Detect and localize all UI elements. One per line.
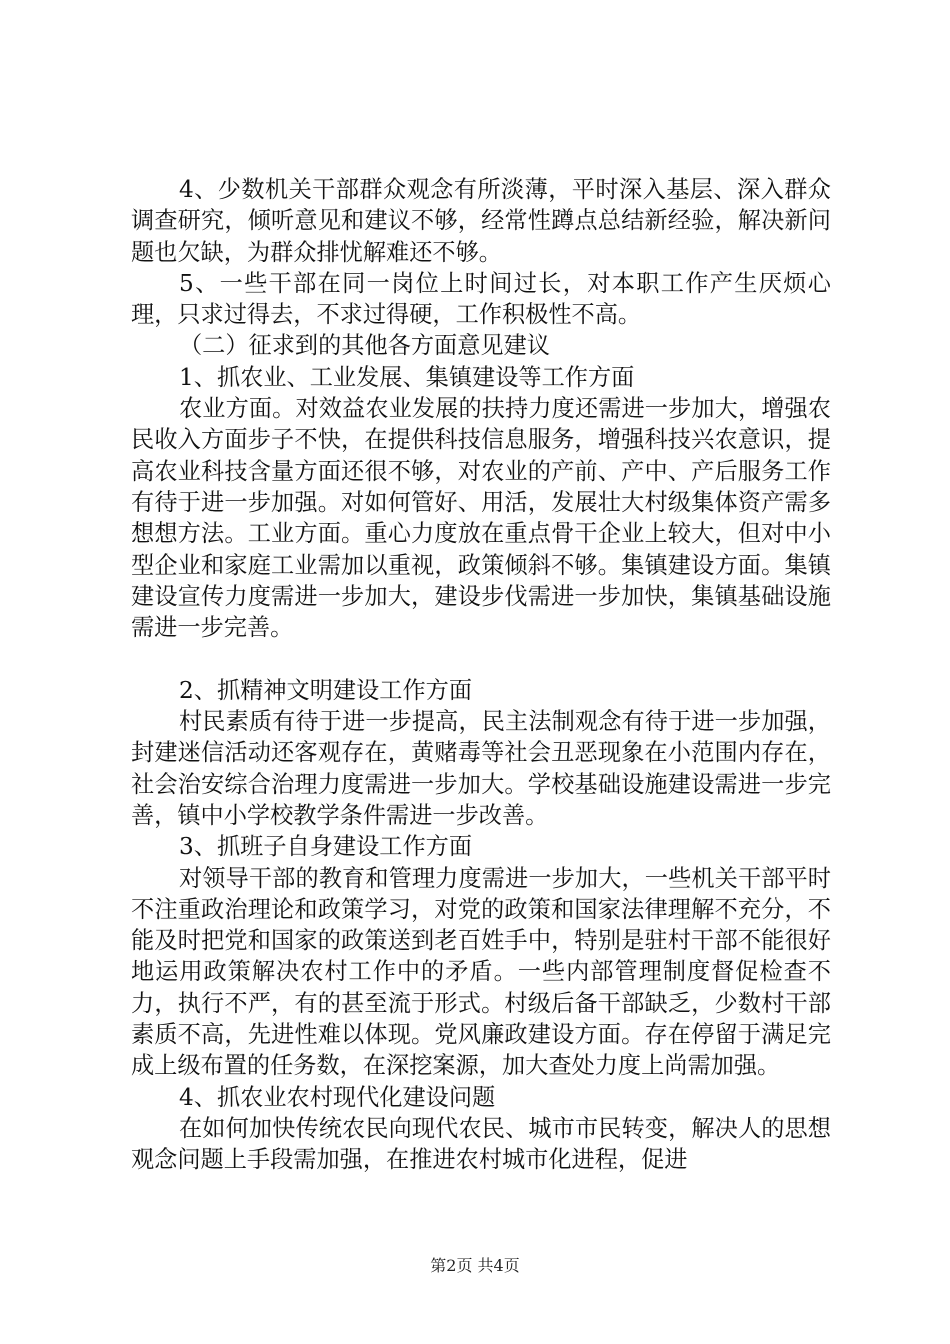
section-heading-other-opinions: （二）征求到的其他各方面意见建议 <box>179 332 550 360</box>
paragraph-team-building: 对领导干部的教育和管理力度需进一步加大，一些机关干部平时不注重政治理论和政策学习，对党的政策和国家法律理解不充分，不能及时把党和国家的政策送到老百姓手中，特别是驻村干部不能很好地运用政策解决农村工作中的矛盾。一些内部管理制度督促检查不力，执行不严，有的甚至流于形式。村级后备干部缺乏，少数村干部素质不高，先进性难以体现。党风廉政建设方面。存在停留于满足完成上级布置的任务数，在深挖案源，加大查处力度上尚需加强。 <box>131 864 831 1080</box>
blank-line <box>131 643 831 674</box>
subheading-agriculture-industry: 1、抓农业、工业发展、集镇建设等工作方面 <box>179 363 635 391</box>
page-footer: 第2页 共4页 <box>430 1256 520 1275</box>
paragraph-agriculture-industry: 农业方面。对效益农业发展的扶持力度还需进一步加大，增强农民收入方面步子不快，在提供科技信息服务，增强科技兴农意识，提高农业科技含量方面还很不够，对农业的产前、产中、产后服务工作有待于进一步加强。对如何管好、用活，发展壮大村级集体资产需多想想方法。工业方面。重心力度放在重点骨干企业上较大，但对中小型企业和家庭工业需加以重视，政策倾斜不够。集镇建设方面。集镇建设宣传力度需进一步加大，建设步伐需进一步加快，集镇基础设施需进一步完善。 <box>131 395 831 642</box>
document-body <box>131 174 831 1176</box>
paragraph-point-4: 4、少数机关干部群众观念有所淡薄，平时深入基层、深入群众调查研究，倾听意见和建议不够，经常性蹲点总结新经验，解决新问题也欠缺，为群众排忧解难还不够。 <box>131 176 831 266</box>
paragraph-spiritual-civilization: 村民素质有待于进一步提高，民主法制观念有待于进一步加强，封建迷信活动还客观存在，黄赌毒等社会丑恶现象在小范围内存在，社会治安综合治理力度需进一步加大。学校基础设施建设需进一步完善，镇中小学校教学条件需进一步改善。 <box>131 708 831 829</box>
paragraph-point-5: 5、一些干部在同一岗位上时间过长，对本职工作产生厌烦心理，只求过得去，不求过得硬，工作积极性不高。 <box>131 269 831 329</box>
subheading-team-building: 3、抓班子自身建设工作方面 <box>179 833 473 861</box>
paragraph-modernization: 在如何加快传统农民向现代农民、城市市民转变，解决人的思想观念问题上手段需加强，在推进农村城市化进程，促进 <box>131 1114 831 1174</box>
subheading-spiritual-civilization: 2、抓精神文明建设工作方面 <box>179 676 473 704</box>
subheading-modernization: 4、抓农业农村现代化建设问题 <box>179 1083 496 1111</box>
